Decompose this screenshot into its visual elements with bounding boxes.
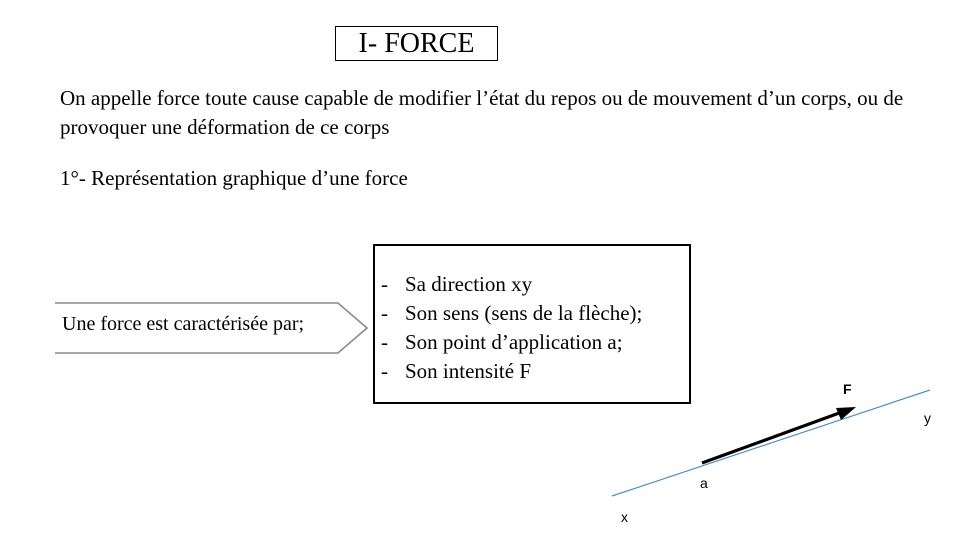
property-item: [381, 328, 642, 357]
characterised-label: Une force est caractérisée par;: [62, 313, 305, 335]
end-label-y: y: [924, 410, 931, 426]
properties-box: [373, 244, 691, 404]
property-item: [381, 299, 642, 328]
list-marker: -: [381, 272, 388, 296]
force-vector-arrow: [702, 412, 842, 463]
direction-line-xy: [612, 390, 930, 496]
property-direction: Sa direction xy: [405, 272, 533, 296]
property-sense: Son sens (sens de la flèche);: [405, 301, 643, 325]
page-title: I- FORCE: [335, 26, 498, 61]
property-item: [381, 357, 642, 386]
property-intensity: Son intensité F: [405, 359, 532, 383]
property-item: [381, 270, 642, 299]
properties-list: [381, 270, 642, 386]
property-application-point: Son point d’application a;: [405, 330, 623, 354]
point-label-a: a: [700, 475, 708, 491]
definition-paragraph: On appelle force toute cause capable de modifier l’état du repos ou de mouvement d’un corps, ou de provoquer une déformation de ce corps: [60, 86, 904, 139]
list-marker: -: [381, 359, 388, 383]
end-label-x: x: [621, 509, 628, 525]
force-label: F: [843, 381, 852, 397]
list-marker: -: [381, 301, 388, 325]
list-marker: -: [381, 330, 388, 354]
section-heading: 1°- Représentation graphique d’une force: [60, 166, 408, 190]
